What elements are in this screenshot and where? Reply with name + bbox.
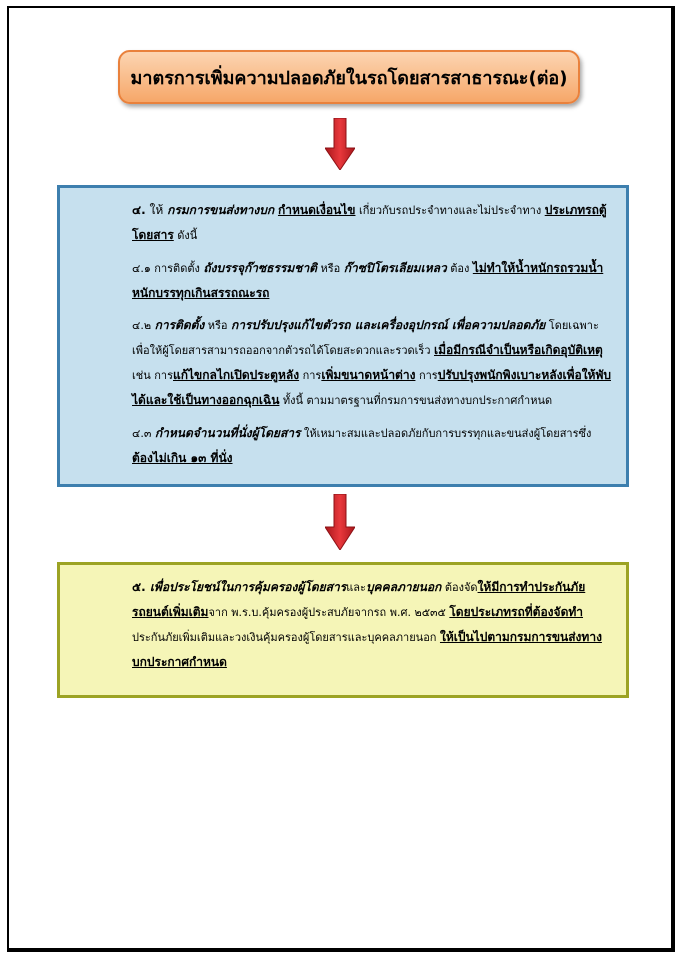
page-title: มาตรการเพิ่มความปลอดภัยในรถโดยสารสาธารณะ(ต่อ) — [130, 67, 568, 89]
emph-lpg: ก๊าซปิโตรเลียมเหลว — [343, 261, 447, 275]
emph-seat-count: กำหนดจำนวนที่นั่งผู้โดยสาร — [154, 426, 301, 440]
text: ต้องจัด — [441, 581, 478, 594]
title-box — [118, 50, 580, 104]
text: จาก พ.ร.บ.คุ้มครองผู้ประสบภัยจากรถ พ.ศ. ๒๕๓๕ — [208, 606, 450, 619]
emph-dlt-announcement: ให้เป็นไปตามกรมการขนส่งทางบกประกาศกำหนด — [132, 630, 602, 669]
section-5 — [74, 575, 612, 674]
text: ให้ — [149, 203, 168, 217]
text: หรือ — [204, 319, 232, 332]
section-4-3 — [74, 421, 612, 470]
emph-window-size: เพิ่มขนาดหน้าต่าง — [321, 368, 416, 382]
section-4-number: ๔. — [132, 203, 146, 217]
text: เกี่ยวกับรถประจำทางและไม่ประจำทาง — [355, 204, 545, 217]
text: เช่น การ — [132, 369, 173, 382]
text: ดังนี้ — [173, 229, 198, 242]
emph-modification: การปรับปรุงแก้ไขตัวรถ และเครื่องอุปกรณ์ เพื่อความปลอดภัย — [231, 318, 546, 332]
section-5-number: ๕. — [132, 580, 150, 594]
emph-max-13-seats: ต้องไม่เกิน ๑๓ ที่นั่ง — [132, 451, 233, 465]
emph-emergency-exit: ปรับปรุงพนักพิงเบาะหลังเพื่อให้พับได้และใช้เป็นทางออกฉุกเฉิน — [132, 368, 611, 407]
emph-third-party: บุคคลภายนอก — [365, 580, 442, 594]
down-arrow-icon — [325, 118, 355, 170]
emph-installation: การติดตั้ง — [154, 318, 205, 332]
text: ๔.๒ — [132, 319, 155, 332]
text: ทั้งนี้ ตามมาตรฐานที่กรมการขนส่งทางบกประกาศกำหนด — [279, 394, 553, 407]
emph-dlt: กรมการขนส่งทางบก — [167, 203, 275, 217]
text: ๔.๑ การติดตั้ง — [132, 262, 204, 275]
text: และ — [346, 581, 366, 594]
emph-vehicle-type: โดยประเภทรถที่ต้องจัดทำ — [449, 605, 584, 619]
section-4-box — [57, 185, 629, 487]
emph-extra-insurance: ให้มีการทำประกันภัยรถยนต์เพิ่มเติม — [132, 580, 586, 619]
section-5-box — [57, 562, 629, 698]
emph-conditions: กำหนดเงื่อนไข — [277, 203, 356, 217]
emph-ngv-tank: ถังบรรจุก๊าซธรรมชาติ — [203, 261, 317, 275]
text: ต้อง — [446, 262, 473, 275]
emph-weight-limit: ไม่ทำให้น้ำหนักรถรวมน้ำหนักบรรทุกเกินสรรถณะรถ — [132, 261, 604, 300]
emph-van-type: ประเภทรถตู้โดยสาร — [132, 203, 607, 242]
emph-emergency: เมื่อมีกรณีจำเป็นหรือเกิดอุบัติเหตุ — [434, 343, 603, 357]
emph-protect-passengers: เพื่อประโยชน์ในการคุ้มครองผู้โดยสาร — [149, 580, 347, 594]
down-arrow-icon — [325, 494, 355, 550]
text: การ — [299, 369, 322, 382]
text: การ — [415, 369, 438, 382]
text: ประกันภัยเพิ่มเติมและวงเงินคุ้มครองผู้โดยสารและบุคคลภายนอก — [132, 631, 440, 644]
text: ให้เหมาะสมและปลอดภัยกับการบรรทุกและขนส่งผู้โดยสารซึ่ง — [300, 427, 592, 440]
section-4-intro — [74, 198, 612, 248]
emph-rear-door: แก้ไขกลไกเปิดประตูหลัง — [173, 368, 300, 382]
section-4-2 — [74, 313, 612, 413]
text: หรือ — [316, 262, 344, 275]
section-4-1 — [74, 256, 612, 305]
text: โดยเฉพาะเพื่อให้ผู้โดยสารสามารถออกจากตัวรถได้โดยสะดวกและรวดเร็ว — [132, 319, 599, 357]
text: ๔.๓ — [132, 427, 155, 440]
